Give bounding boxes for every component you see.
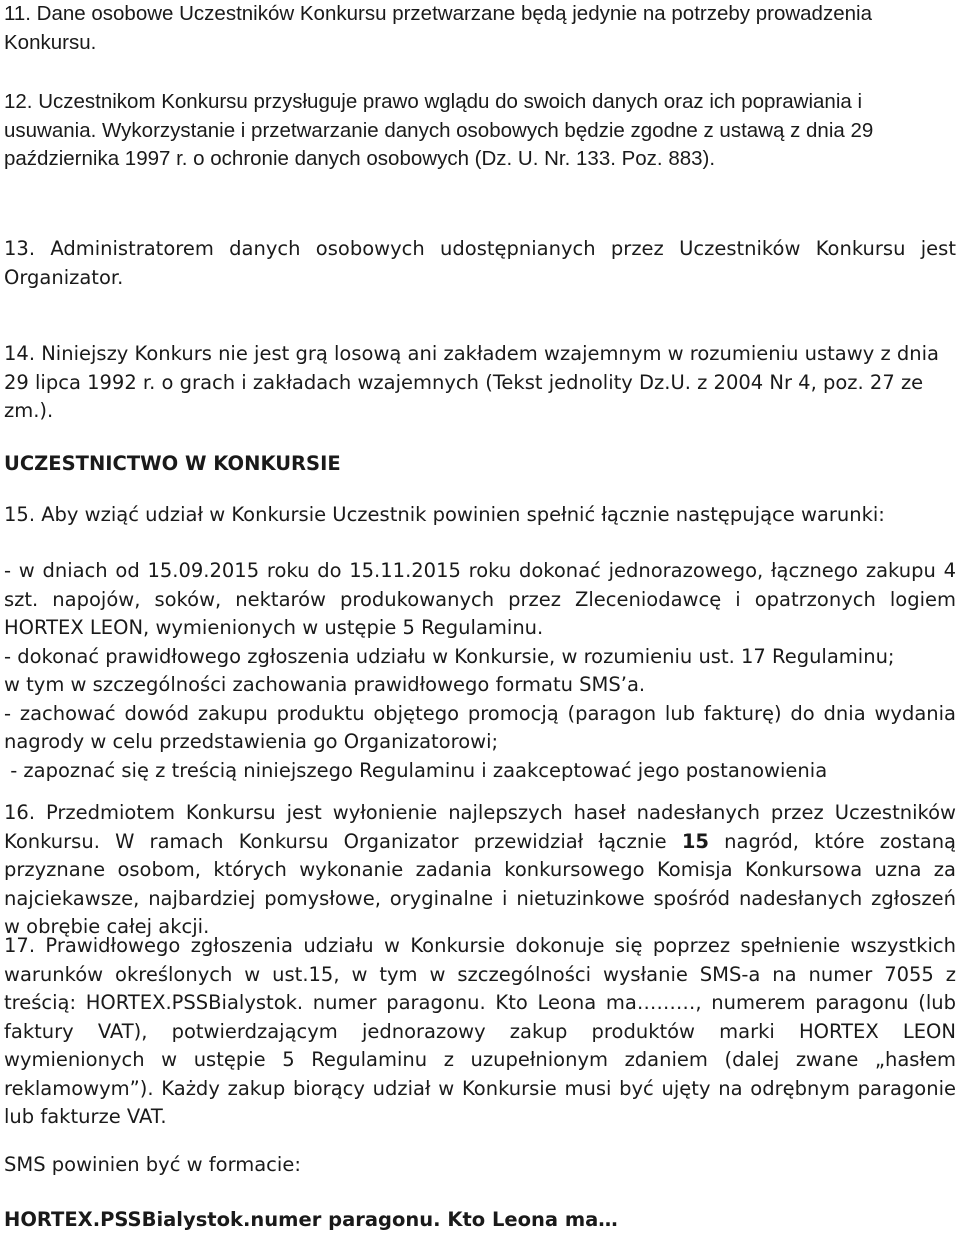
p17-line-3: treścią: HORTEX.PSSBialystok. numer paragonu. Kto Leona ma………, numerem paragonu (lub: [4, 991, 956, 1014]
p16-line-2: [4, 828, 956, 857]
conditions-list: [4, 557, 956, 785]
paragraph-11: [4, 0, 956, 57]
sms-format: HORTEX.PSSBialystok.numer paragonu. Kto Leona ma…: [4, 1208, 618, 1231]
p11-line-1: 11. Dane osobowe Uczestników Konkursu przetwarzane będą jedynie na potrzeby prowadzenia: [4, 2, 872, 25]
p17-line-4: faktury VAT), potwierdzającym jednorazowy zakup produktów marki HORTEX LEON: [4, 1019, 956, 1043]
p12-line-3: października 1997 r. o ochronie danych osobowych (Dz. U. Nr. 133. Poz. 883).: [4, 147, 716, 170]
condition-1-line-2: szt. napojów, soków, nektarów produkowanych przez Zleceniodawcę i opatrzonych logiem: [4, 587, 956, 611]
section-heading: UCZESTNICTWO W KONKURSIE: [4, 452, 341, 475]
p17-line-2: warunków określonych w ust.15, w tym w szczególności wysłanie SMS-a na numer 7055 z: [4, 962, 956, 986]
condition-1-line-1: - w dniach od 15.09.2015 roku do 15.11.2015 roku dokonać jednorazowego, łącznego zakupu 4: [4, 559, 956, 582]
p16-line-2-post: nagród, które zostaną: [708, 829, 957, 853]
p16-line-3: przyznane osobom, których wykonanie zadania konkursowego Komisja Konkursowa uzna za: [4, 858, 956, 881]
condition-3-line-1: - zachować dowód zakupu produktu objętego promocją (paragon lub fakturę) do dnia wydania: [4, 701, 956, 725]
condition-2-line-1: - dokonać prawidłowego zgłoszenia udziału w Konkursie, w rozumieniu ust. 17 Regulaminu;: [4, 644, 895, 668]
paragraph-16: [4, 799, 956, 942]
p12-line-2: usuwania. Wykorzystanie i przetwarzanie danych osobowych będzie zgodne z ustawą z dnia 29: [4, 118, 874, 142]
p17-line-7: lub fakturze VAT.: [4, 1105, 167, 1128]
p14-line-1: 14. Niniejszy Konkurs nie jest grą losową ani zakładem wzajemnym w rozumieniu ustawy z dnia: [4, 342, 939, 365]
prize-count: 15: [681, 829, 709, 853]
p16-line-1: 16. Przedmiotem Konkursu jest wyłonienie najlepszych haseł nadesłanych przez Uczestników: [4, 801, 956, 824]
p17-line-1: 17. Prawidłowego zgłoszenia udziału w Konkursie dokonuje się poprzez spełnienie wszystkich: [4, 934, 956, 957]
p17-line-6: reklamowym”). Każdy zakup biorący udział w Konkursie musi być ujęty na odrębnym paragonie: [4, 1076, 956, 1100]
p13-line-1: 13. Administratorem danych osobowych udostępnianych przez Uczestników Konkursu jest: [4, 237, 956, 260]
paragraph-15: [4, 501, 956, 530]
p16-line-5: w obrębie całej akcji.: [4, 915, 210, 938]
condition-4-line-1: - zapoznać się z treścią niniejszego Regulaminu i zaakceptować jego postanowienia: [4, 758, 828, 782]
sms-intro-text: SMS powinien być w formacie:: [4, 1153, 301, 1176]
p13-line-2: Organizator.: [4, 265, 124, 289]
condition-1-line-3: HORTEX LEON, wymienionych w ustępie 5 Regulaminu.: [4, 616, 544, 639]
p16-line-2-pre: Konkursu. W ramach Konkursu Organizator przewidział łącznie: [4, 829, 682, 853]
p14-line-2: 29 lipca 1992 r. o grach i zakładach wzajemnych (Tekst jednolity Dz.U. z 2004 Nr 4, poz. 27 ze: [4, 370, 924, 394]
p14-line-3: zm.).: [4, 399, 54, 422]
sms-intro: [4, 1151, 956, 1180]
p15-line-1: 15. Aby wziąć udział w Konkursie Uczestnik powinien spełnić łącznie następujące warunki:: [4, 503, 885, 526]
p11-line-2: Konkursu.: [4, 30, 97, 54]
condition-3-line-2: nagrody w celu przedstawienia go Organizatorowi;: [4, 730, 499, 753]
paragraph-14: [4, 340, 956, 426]
p17-line-5: wymienionych w ustępie 5 Regulaminu z uzupełnionym zdaniem (dalej zwane „hasłem: [4, 1048, 956, 1071]
p12-line-1: 12. Uczestnikom Konkursu przysługuje prawo wglądu do swoich danych oraz ich poprawiania i: [4, 90, 863, 113]
paragraph-12: [4, 88, 956, 174]
paragraph-13: [4, 235, 956, 292]
paragraph-17: [4, 932, 956, 1132]
p16-line-4: najciekawsze, najbardziej pomysłowe, oryginalne i nietuzinkowe spośród nadesłanych zgłoszeń: [4, 886, 956, 910]
condition-2-line-2: w tym w szczególności zachowania prawidłowego formatu SMS’a.: [4, 673, 646, 696]
